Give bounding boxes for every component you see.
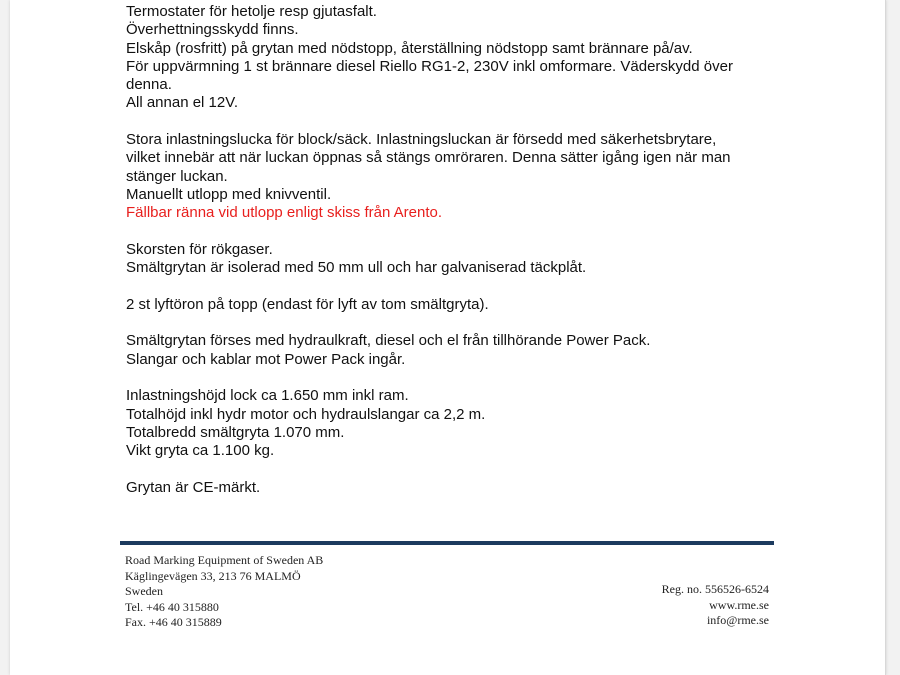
paragraph — [126, 332, 786, 369]
text-line: Vikt gryta ca 1.100 kg. — [126, 442, 275, 460]
document-page — [10, 0, 886, 675]
text-line: vilket innebär att när luckan öppnas så stängs omröraren. Denna sätter igång igen när man — [126, 149, 731, 167]
footer-country: Sweden — [125, 584, 163, 598]
text-line: Överhettningsskydd finns. — [126, 21, 299, 39]
text-line: Elskåp (rosfritt) på grytan med nödstopp, återställning nödstopp samt brännare på/av. — [126, 39, 693, 57]
footer-company-name: Road Marking Equipment of Sweden AB — [125, 553, 324, 567]
text-line: Manuellt utlopp med knivventil. — [126, 185, 332, 203]
text-line: denna. — [126, 76, 172, 94]
text-line: 2 st lyftöron på topp (endast för lyft av tom smältgryta). — [126, 295, 489, 313]
document-body — [126, 3, 786, 497]
text-line: Slangar och kablar mot Power Pack ingår. — [126, 350, 406, 368]
footer-phone: Tel. +46 40 315880 — [125, 599, 219, 614]
text-line: Termostater för hetolje resp gjutasfalt. — [126, 3, 377, 20]
footer-divider — [120, 541, 774, 545]
text-line: Grytan är CE-märkt. — [126, 478, 261, 496]
text-line: Fällbar ränna vid utlopp enligt skiss från Arento. — [126, 204, 443, 222]
footer-company-info — [125, 553, 323, 631]
text-line: Skorsten för rökgaser. — [126, 240, 273, 258]
paragraph — [126, 241, 786, 278]
text-line: Stora inlastningslucka för block/säck. Inlastningsluckan är försedd med säkerhetsbrytare, — [126, 131, 717, 149]
text-line: Inlastningshöjd lock ca 1.650 mm inkl ram. — [126, 387, 409, 405]
footer-contact-info — [662, 582, 769, 629]
text-line: Totalbredd smältgryta 1.070 mm. — [126, 423, 345, 441]
footer-reg-no: Reg. no. 556526-6524 — [661, 582, 769, 596]
footer-email[interactable]: info@rme.se — [706, 613, 769, 627]
page-edge — [885, 0, 886, 675]
paragraph — [126, 479, 786, 497]
footer-address: Käglingevägen 33, 213 76 MALMÖ — [125, 568, 301, 583]
text-line: Totalhöjd inkl hydr motor och hydraulslangar ca 2,2 m. — [126, 405, 486, 423]
paragraph — [126, 3, 786, 113]
paragraph — [126, 296, 786, 314]
footer-fax: Fax. +46 40 315889 — [125, 615, 222, 629]
footer-website[interactable]: www.rme.se — [709, 597, 769, 612]
paragraph — [126, 131, 786, 222]
text-line: Smältgrytan är isolerad med 50 mm ull och har galvaniserad täckplåt. — [126, 259, 587, 277]
text-line: All annan el 12V. — [126, 94, 239, 112]
text-line: För uppvärmning 1 st brännare diesel Riello RG1-2, 230V inkl omformare. Väderskydd över — [126, 57, 733, 75]
text-line: Smältgrytan förses med hydraulkraft, diesel och el från tillhörande Power Pack. — [126, 332, 651, 350]
paragraph — [126, 387, 786, 460]
text-line: stänger luckan. — [126, 167, 228, 185]
